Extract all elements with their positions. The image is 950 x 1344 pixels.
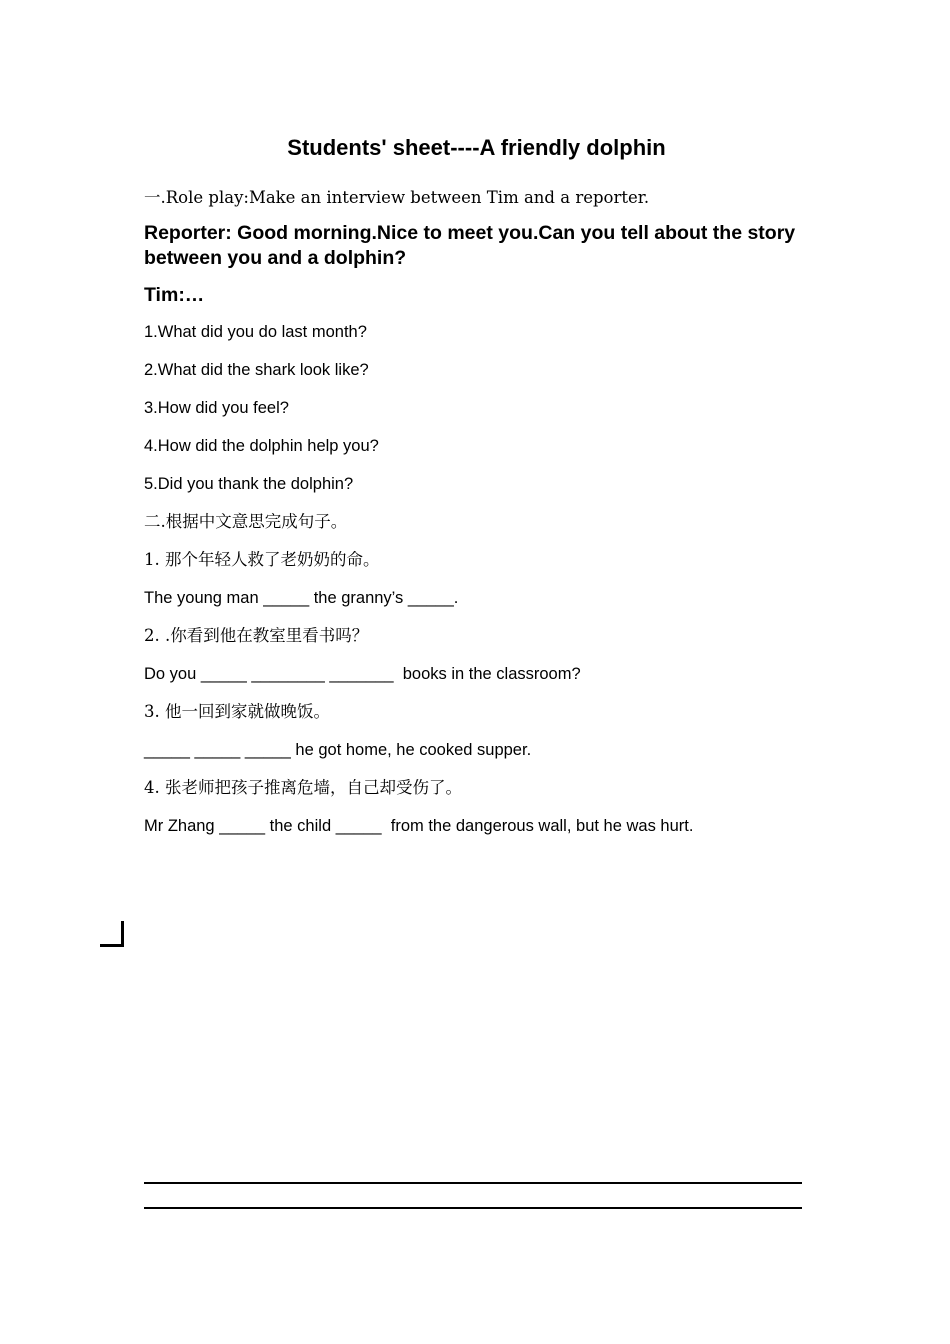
sentence-4-chinese: 4. 张老师把孩子推离危墙，自己却受伤了。 bbox=[144, 778, 462, 797]
question-3: 3.How did you feel? bbox=[144, 399, 289, 417]
question-5: 5.Did you thank the dolphin? bbox=[144, 475, 354, 493]
sentence-1-chinese: 1. 那个年轻人救了老奶奶的命。 bbox=[144, 550, 380, 569]
page-corner-mark bbox=[100, 921, 124, 947]
footer-rule-bottom bbox=[144, 1207, 802, 1209]
sentence-4-english: Mr Zhang _____ the child _____ from the dangerous wall, but he was hurt. bbox=[144, 817, 694, 835]
section1-heading-text: 一.Role play:Make an interview between Tim and a reporter. bbox=[144, 188, 650, 207]
sentence-1-english: The young man _____ the granny’s _____. bbox=[144, 589, 459, 607]
section1-heading bbox=[144, 187, 809, 209]
sentence-2-chinese: 2. .你看到他在教室里看书吗？ bbox=[144, 626, 369, 645]
page-title: Students' sheet----A friendly dolphin bbox=[287, 135, 666, 160]
footer-rule-top bbox=[144, 1182, 802, 1184]
worksheet-content bbox=[144, 130, 809, 837]
reporter-line: Reporter: Good morning.Nice to meet you.Can you tell about the story between you and a dolphin? bbox=[144, 222, 796, 269]
question-4: 4.How did the dolphin help you? bbox=[144, 437, 379, 455]
section2-heading: 二.根据中文意思完成句子。 bbox=[144, 512, 348, 531]
sentence-2-english: Do you _____ ________ _______ books in the classroom? bbox=[144, 665, 581, 683]
question-1: 1.What did you do last month? bbox=[144, 323, 367, 341]
sentence-3-english: _____ _____ _____ he got home, he cooked supper. bbox=[144, 741, 532, 759]
question-2: 2.What did the shark look like? bbox=[144, 361, 369, 379]
tim-line: Tim:… bbox=[144, 284, 205, 306]
sentence-3-chinese: 3. 他一回到家就做晚饭。 bbox=[144, 702, 330, 721]
